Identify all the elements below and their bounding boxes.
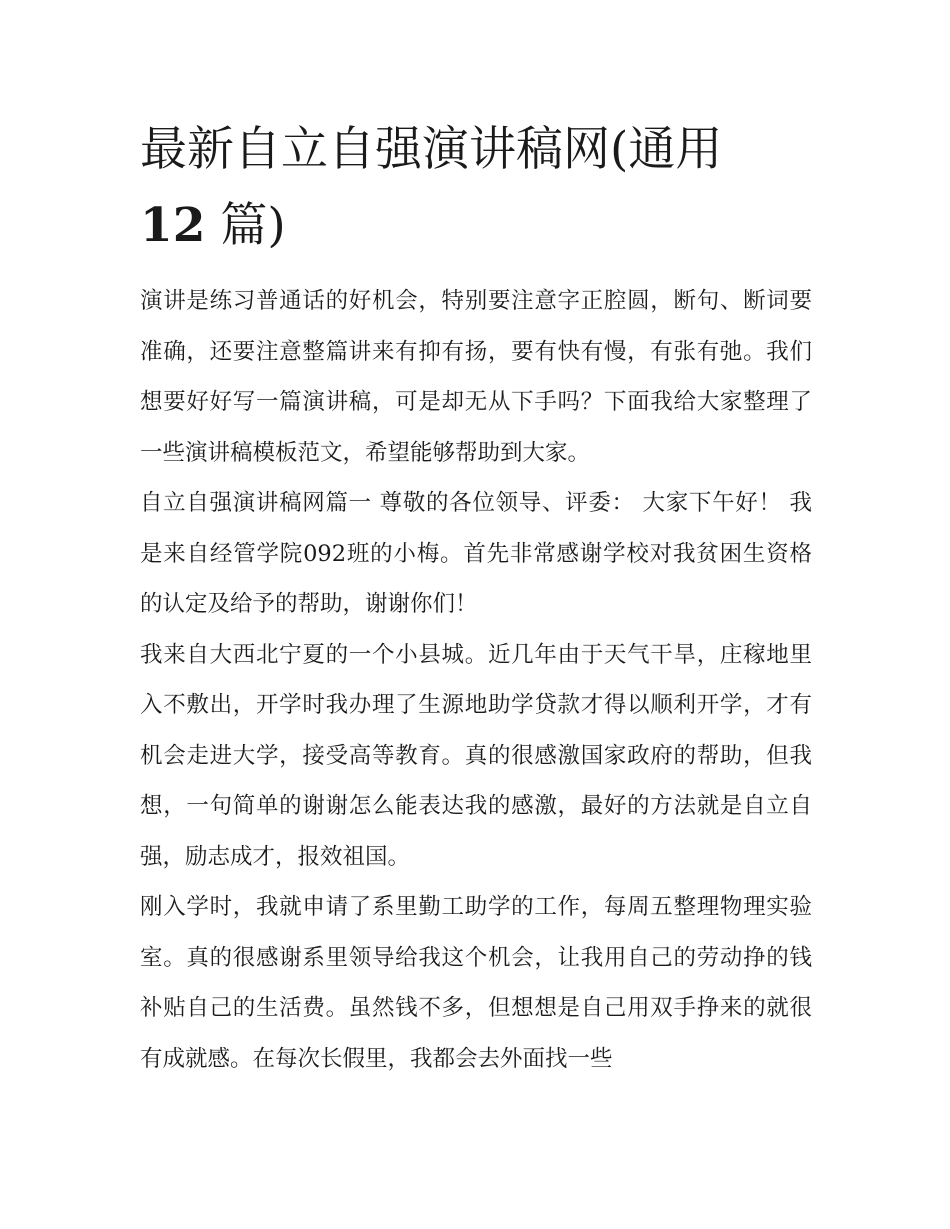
document-body: [140, 112, 812, 1084]
paragraph-work-study: 刚入学时，我就申请了系里勤工助学的工作，每周五整理物理实验室。真的很感谢系里领导给我这个机会，让我用自己的劳动挣的钱补贴自己的生活费。虽然钱不多，但想想是自己用双手挣来的就很有成就感。在每次长假里，我都会去外面找一些: [140, 894, 812, 1072]
title-number: 12: [140, 198, 206, 253]
paragraph-background: 我来自大西北宁夏的一个小县城。近几年由于天气干旱，庄稼地里入不敷出，开学时我办理了生源地助学贷款才得以顺利开学，才有机会走进大学，接受高等教育。真的很感激国家政府的帮助，但我想，一句简单的谢谢怎么能表达我的感激，最好的方法就是自立自强，励志成才，报效祖国。: [140, 641, 812, 870]
title-text: 最新自立自强演讲稿网(通用: [140, 122, 723, 177]
title-suffix: 篇): [220, 198, 286, 253]
paragraph-intro: 演讲是练习普通话的好机会，特别要注意字正腔圆，断句、断词要准确，还要注意整篇讲来有抑有扬，要有快有慢，有张有弛。我们想要好好写一篇演讲稿，可是却无从下手吗？下面我给大家整理了一些演讲稿模板范文，希望能够帮助到大家。: [140, 288, 812, 466]
paragraph-greeting: 自立自强演讲稿网篇一 尊敬的各位领导、评委： 大家下午好！ 我是来自经管学院092班的小梅。首先非常感谢学校对我贫困生资格的认定及给予的帮助，谢谢你们！: [140, 490, 812, 617]
document-title: [140, 112, 812, 264]
